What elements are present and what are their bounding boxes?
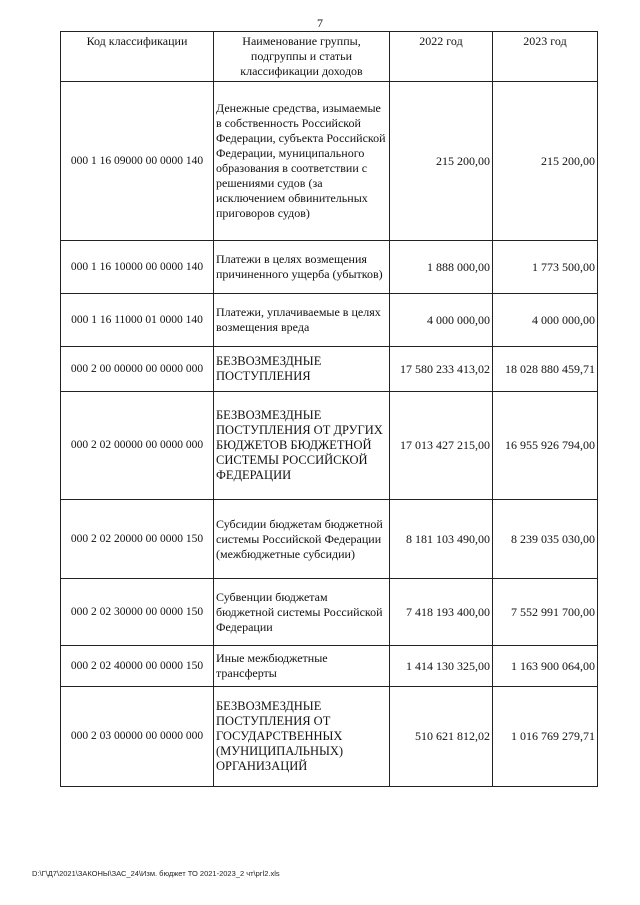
table-row [61,392,598,500]
cell-amount-2022: 4 000 000,00 [390,294,493,347]
cell-name: Субсидии бюджетам бюджетной системы Российской Федерации (межбюджетные субсидии) [214,500,390,579]
cell-amount-2023: 8 239 035 030,00 [493,500,598,579]
file-path-footer: D:\Г\Д7\2021\ЗАКОНЫ\ЗАС_24\Изм. бюджет ТО 2021-2023_2 чт\ргl2.xls [32,869,280,878]
cell-code: 000 1 16 09000 00 0000 140 [61,82,214,241]
cell-amount-2023: 215 200,00 [493,82,598,241]
cell-name: Платежи, уплачиваемые в целях возмещения вреда [214,294,390,347]
table-row [61,347,598,392]
cell-amount-2023: 1 773 500,00 [493,241,598,294]
cell-amount-2022: 17 013 427 215,00 [390,392,493,500]
cell-code: 000 2 03 00000 00 0000 000 [61,687,214,787]
header-name: Наименование группы, подгруппы и статьи классификации доходов [214,32,390,82]
cell-name: Платежи в целях возмещения причиненного ущерба (убытков) [214,241,390,294]
cell-code: 000 2 02 00000 00 0000 000 [61,392,214,500]
cell-code: 000 2 00 00000 00 0000 000 [61,347,214,392]
table-row [61,294,598,347]
cell-code: 000 1 16 10000 00 0000 140 [61,241,214,294]
table-row [61,579,598,646]
cell-amount-2022: 510 621 812,02 [390,687,493,787]
page-number: 7 [317,16,323,30]
revenue-table [60,31,598,787]
cell-amount-2022: 1 414 130 325,00 [390,646,493,687]
cell-amount-2023: 4 000 000,00 [493,294,598,347]
cell-amount-2023: 1 016 769 279,71 [493,687,598,787]
table-row [61,241,598,294]
cell-name: Денежные средства, изымаемые в собственность Российской Федерации, субъекта Российской Федерации, муниципального образования в соответствии с решениями судов (за исключением обвинительных приговоров судов) [214,82,390,241]
cell-code: 000 1 16 11000 01 0000 140 [61,294,214,347]
cell-amount-2022: 7 418 193 400,00 [390,579,493,646]
cell-amount-2022: 17 580 233 413,02 [390,347,493,392]
cell-amount-2023: 18 028 880 459,71 [493,347,598,392]
header-code: Код классификации [61,32,214,82]
cell-name: БЕЗВОЗМЕЗДНЫЕ ПОСТУПЛЕНИЯ ОТ ГОСУДАРСТВЕННЫХ (МУНИЦИПАЛЬНЫХ) ОРГАНИЗАЦИЙ [214,687,390,787]
cell-amount-2023: 7 552 991 700,00 [493,579,598,646]
cell-amount-2023: 1 163 900 064,00 [493,646,598,687]
table-row [61,687,598,787]
cell-name: БЕЗВОЗМЕЗДНЫЕ ПОСТУПЛЕНИЯ [214,347,390,392]
header-year-2023: 2023 год [493,32,598,82]
header-year-2022: 2022 год [390,32,493,82]
table-row [61,500,598,579]
cell-code: 000 2 02 40000 00 0000 150 [61,646,214,687]
cell-code: 000 2 02 20000 00 0000 150 [61,500,214,579]
table-header-row [61,32,598,82]
table-row [61,82,598,241]
cell-name: Иные межбюджетные трансферты [214,646,390,687]
cell-code: 000 2 02 30000 00 0000 150 [61,579,214,646]
table-row [61,646,598,687]
cell-name: Субвенции бюджетам бюджетной системы Российской Федерации [214,579,390,646]
cell-amount-2022: 8 181 103 490,00 [390,500,493,579]
cell-amount-2022: 1 888 000,00 [390,241,493,294]
cell-name: БЕЗВОЗМЕЗДНЫЕ ПОСТУПЛЕНИЯ ОТ ДРУГИХ БЮДЖЕТОВ БЮДЖЕТНОЙ СИСТЕМЫ РОССИЙСКОЙ ФЕДЕРАЦИИ [214,392,390,500]
cell-amount-2023: 16 955 926 794,00 [493,392,598,500]
cell-amount-2022: 215 200,00 [390,82,493,241]
